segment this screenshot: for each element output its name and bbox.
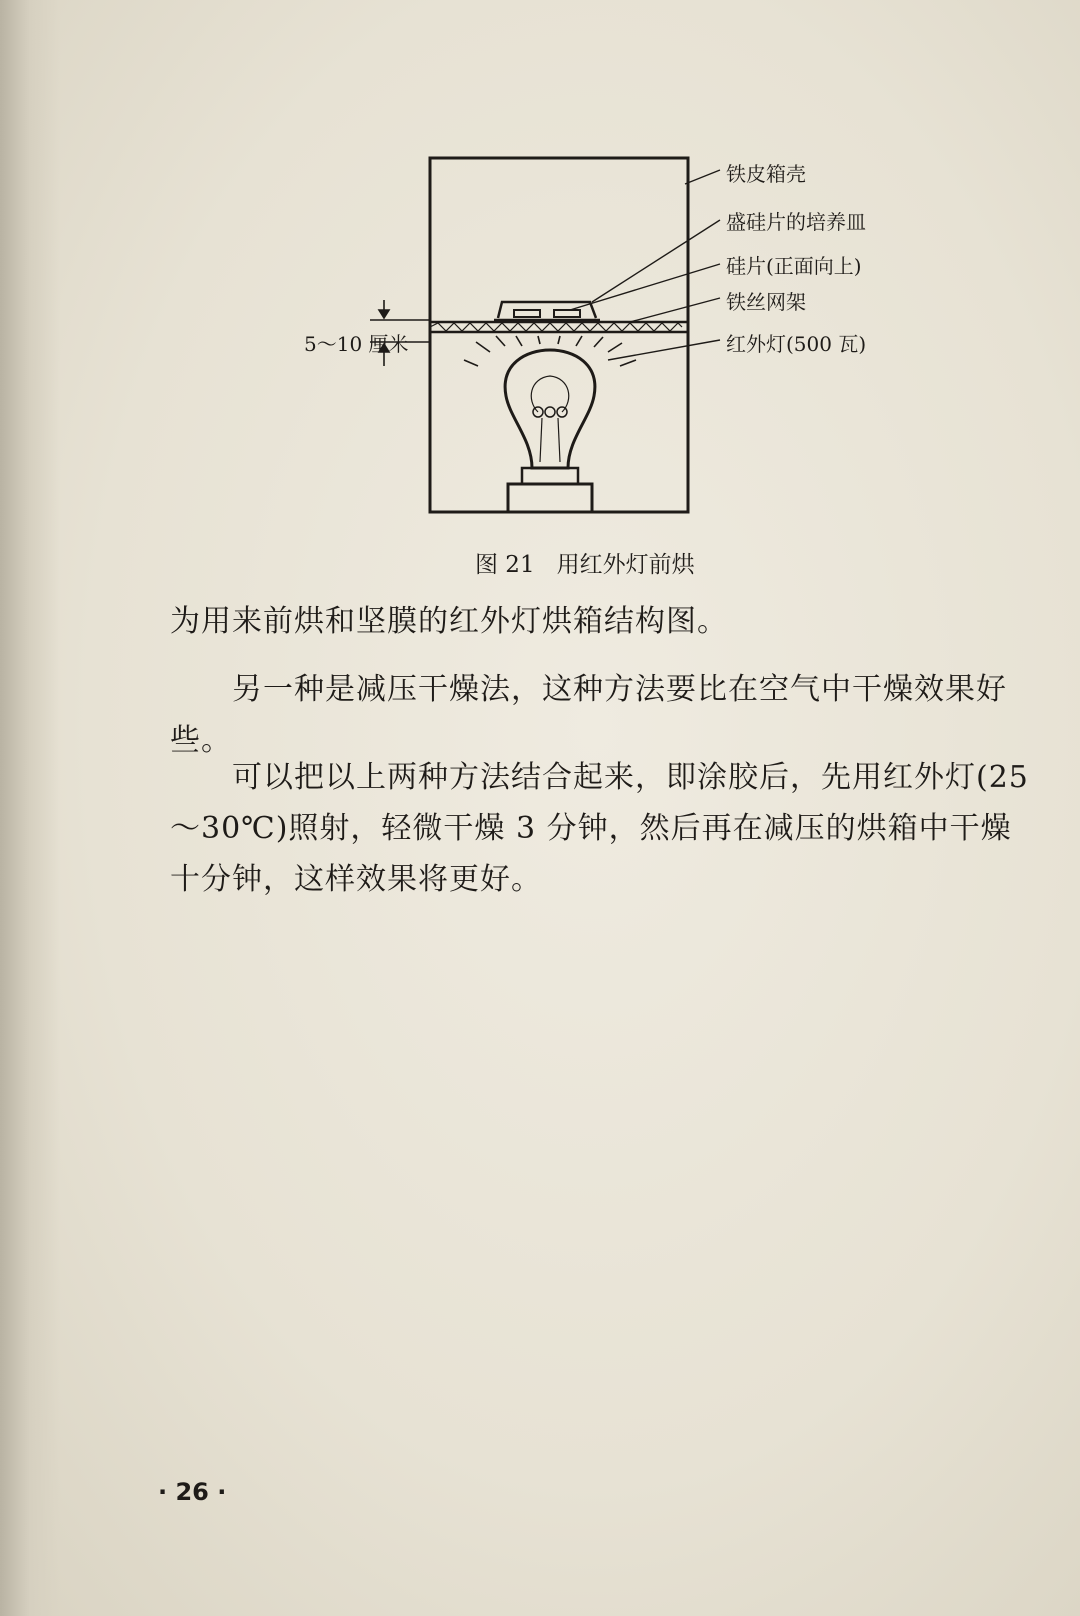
paragraph-3: 可以把以上两种方法结合起来，即涂胶后，先用红外灯(25～30℃)照射，轻微干燥 3 分钟，然后再在减压的烘箱中干燥十分钟，这样效果将更好。 xyxy=(170,760,1029,897)
caption-number: 图 21 xyxy=(475,552,535,578)
label-lamp: 红外灯(500 瓦) xyxy=(726,332,867,356)
oven-shell xyxy=(430,158,688,512)
petri-dish xyxy=(498,302,596,318)
wafer xyxy=(514,310,540,317)
book-spine-shadow xyxy=(0,0,60,1616)
label-dish: 盛硅片的培养皿 xyxy=(726,210,866,234)
figure-infrared-oven xyxy=(300,150,940,590)
paragraph-1: 为用来前烘和坚膜的红外灯烘箱结构图。 xyxy=(170,604,728,639)
page-number: · 26 · xyxy=(158,1478,227,1506)
paragraph-2: 另一种是减压干燥法，这种方法要比在空气中干燥效果好些。 xyxy=(170,672,1007,758)
label-wafer: 硅片(正面向上) xyxy=(726,254,862,278)
label-shell: 铁皮箱壳 xyxy=(726,162,806,186)
lamp-socket xyxy=(522,468,578,484)
figure-caption xyxy=(475,546,695,579)
caption-text: 用红外灯前烘 xyxy=(556,552,695,578)
label-distance: 5～10 厘米 xyxy=(304,332,409,356)
label-rack: 铁丝网架 xyxy=(726,290,806,314)
infrared-bulb xyxy=(505,350,595,468)
